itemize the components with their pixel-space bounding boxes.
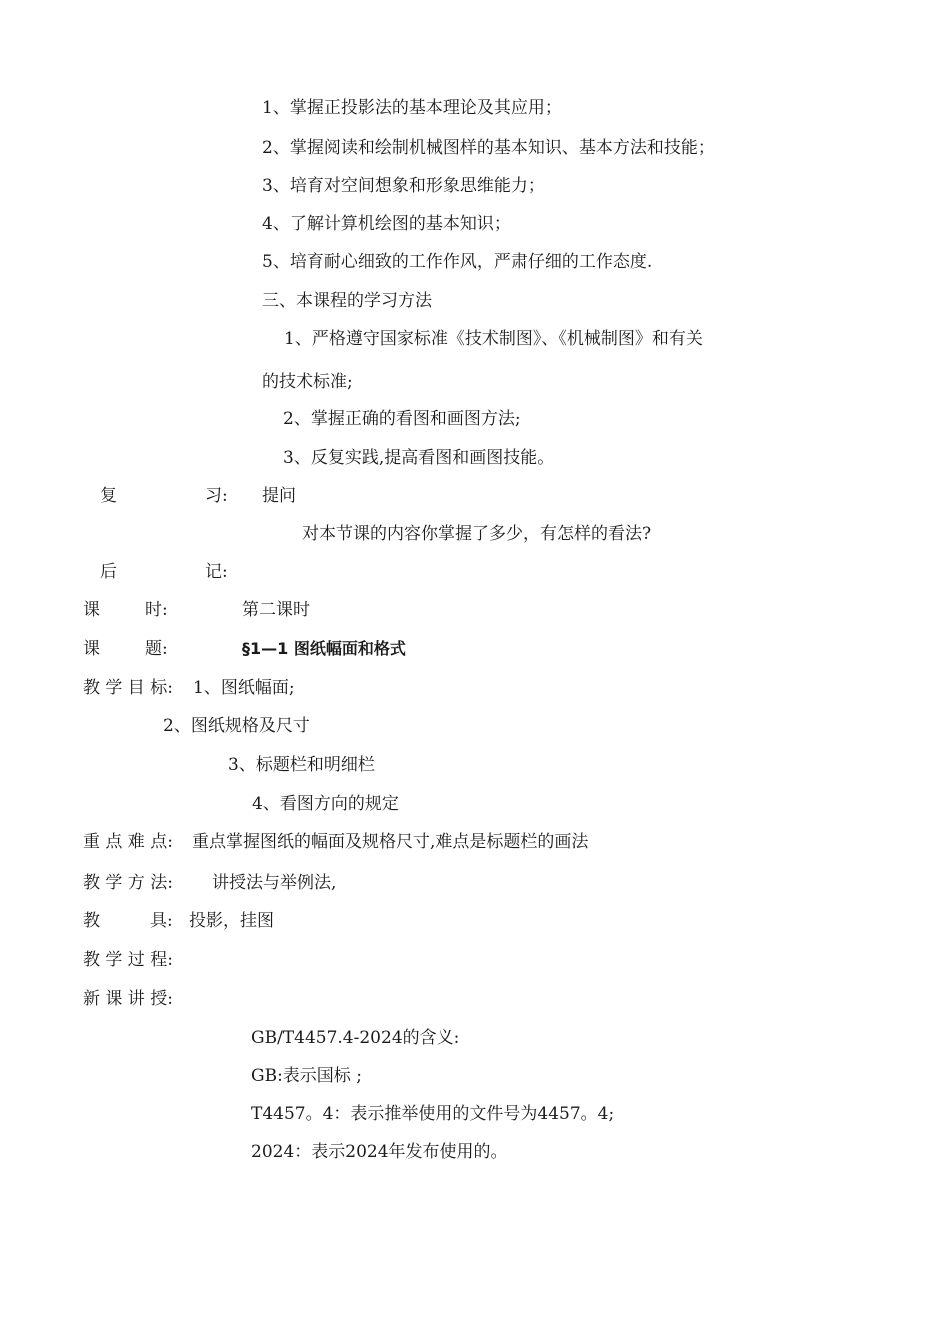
standard-line-1: GB/T4457.4-2024的含义: bbox=[251, 1028, 460, 1048]
tools-value: 投影，挂图 bbox=[189, 911, 274, 931]
topic-value: §1—1 图纸幅面和格式 bbox=[242, 639, 406, 658]
goal-4: 4、了解计算机绘图的基本知识； bbox=[262, 214, 511, 234]
review-question: 对本节课的内容你掌握了多少，有怎样的看法? bbox=[302, 524, 652, 544]
period-label-b: 时: bbox=[145, 600, 168, 620]
tools-label-b: 具: bbox=[150, 911, 173, 931]
key-points-label: 重 点 难 点: bbox=[83, 832, 173, 852]
goal-3: 3、培育对空间想象和形象思维能力； bbox=[262, 176, 545, 196]
teaching-method-label: 教 学 方 法: bbox=[83, 873, 173, 893]
review-label-a: 复 bbox=[100, 486, 117, 506]
review-label-b: 习: bbox=[205, 486, 228, 506]
objective-3: 3、标题栏和明细栏 bbox=[228, 755, 375, 775]
standard-line-2: GB:表示国标 ; bbox=[251, 1066, 362, 1086]
goal-5: 5、培育耐心细致的工作作风，严肃仔细的工作态度. bbox=[262, 252, 653, 272]
method-3: 3、反复实践,提高看图和画图技能。 bbox=[283, 448, 555, 468]
key-points-value: 重点掌握图纸的幅面及规格尺寸,难点是标题栏的画法 bbox=[192, 832, 589, 852]
objective-1: 1、图纸幅面; bbox=[193, 678, 295, 698]
period-label-a: 课 bbox=[83, 600, 100, 620]
method-heading: 三、本课程的学习方法 bbox=[262, 291, 432, 311]
method-1-cont: 的技术标准; bbox=[262, 372, 353, 392]
objectives-label: 教 学 目 标: bbox=[83, 678, 173, 698]
topic-label-a: 课 bbox=[83, 639, 100, 659]
new-lesson-label: 新 课 讲 授: bbox=[83, 989, 173, 1009]
goal-2: 2、掌握阅读和绘制机械图样的基本知识、基本方法和技能； bbox=[262, 138, 715, 158]
period-value: 第二课时 bbox=[242, 600, 310, 620]
standard-line-3: T4457。4：表示推举使用的文件号为4457。4; bbox=[251, 1104, 615, 1124]
method-1: 1、严格遵守国家标准《技术制图》、《机械制图》和有关 bbox=[284, 329, 703, 349]
tools-label-a: 教 bbox=[83, 911, 100, 931]
afterword-label-b: 记: bbox=[205, 562, 228, 582]
topic-label-b: 题: bbox=[145, 639, 168, 659]
review-value: 提问 bbox=[262, 486, 296, 506]
process-label: 教 学 过 程: bbox=[83, 950, 173, 970]
standard-line-4: 2024：表示2024年发布使用的。 bbox=[251, 1142, 508, 1162]
goal-1: 1、掌握正投影法的基本理论及其应用； bbox=[262, 98, 562, 118]
teaching-method-value: 讲授法与举例法, bbox=[212, 873, 337, 893]
method-2: 2、掌握正确的看图和画图方法; bbox=[283, 409, 521, 429]
objective-2: 2、图纸规格及尺寸 bbox=[163, 716, 310, 736]
objective-4: 4、看图方向的规定 bbox=[252, 794, 399, 814]
afterword-label-a: 后 bbox=[100, 562, 117, 582]
